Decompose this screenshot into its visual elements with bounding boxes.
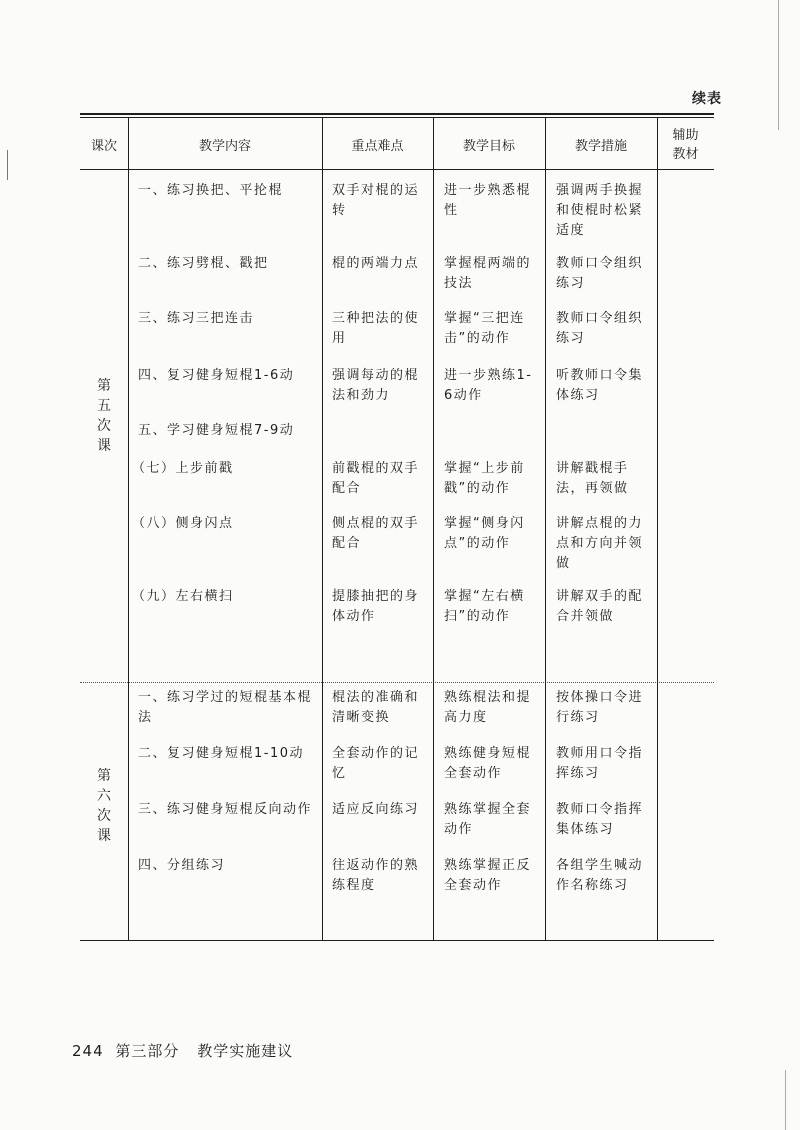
table-top-rule-inner: [80, 117, 714, 118]
continued-label: 续表: [692, 91, 722, 107]
cell-measure: 讲解戳棍手法，再领做: [556, 461, 629, 496]
table-top-rule: [80, 113, 714, 115]
column-divider: [545, 117, 546, 940]
cell-measure: 听教师口令集体练习: [556, 368, 644, 403]
cell-difficulty: 棍法的准确和清晰变换: [332, 690, 420, 725]
header-lesson: 课次: [90, 139, 117, 154]
page-number: 244: [72, 1042, 104, 1060]
footer-section: 第三部分: [115, 1042, 180, 1060]
cell-difficulty: 侧点棍的双手配合: [332, 516, 420, 551]
cell-measure: 讲解点棍的力点和方向并领做: [556, 516, 644, 571]
lesson-label-6: 第 六 次 课: [97, 768, 111, 844]
cell-content: （七）上步前戳: [132, 461, 234, 476]
column-divider: [433, 117, 434, 940]
cell-measure: 教师口令组织练习: [556, 256, 644, 291]
cell-goal: 掌握“侧身闪点”的动作: [444, 516, 525, 551]
cell-goal: 掌握“三把连击”的动作: [444, 311, 525, 346]
cell-measure: 教师口令指挥集体练习: [556, 802, 644, 837]
cell-difficulty: 棍的两端力点: [332, 256, 420, 271]
cell-goal: 熟练健身短棍全套动作: [444, 746, 532, 781]
header-goal: 教学目标: [462, 139, 515, 154]
cell-measure: 教师口令组织练习: [556, 311, 644, 346]
column-divider: [322, 117, 323, 940]
cell-content: （八）侧身闪点: [132, 516, 234, 531]
cell-content: 三、练习健身短棍反向动作: [138, 802, 313, 817]
cell-goal: 熟练棍法和提高力度: [444, 690, 532, 725]
cell-content: 五、学习健身短棍7-9动: [138, 423, 295, 438]
cell-goal: 掌握“上步前戳”的动作: [444, 461, 525, 496]
header-aux-line: 教材: [672, 147, 699, 162]
cell-content: 一、练习学过的短棍基本棍法: [138, 690, 313, 725]
table-bottom-rule: [80, 940, 714, 941]
header-aux-line: 辅助: [672, 128, 699, 143]
header-content: 教学内容: [198, 139, 251, 154]
cell-content: 一、练习换把、平抡棍: [138, 183, 284, 198]
scan-mark: [7, 150, 8, 180]
page-footer: [72, 1040, 293, 1061]
cell-difficulty: 提膝抽把的身体动作: [332, 589, 420, 624]
cell-content: 二、复习健身短棍1-10动: [138, 746, 305, 761]
header-aux: [657, 126, 714, 164]
cell-goal: 掌握棍两端的技法: [444, 256, 532, 291]
column-divider: [128, 117, 129, 940]
cell-measure: 教师用口令指挥练习: [556, 746, 644, 781]
cell-measure: 强调两手换握和使棍时松紧适度: [556, 183, 644, 238]
cell-difficulty: 往返动作的熟练程度: [332, 858, 420, 893]
scan-mark: [785, 1070, 786, 1130]
cell-goal: 进一步熟练1-6动作: [444, 368, 533, 403]
cell-goal: 熟练掌握正反全套动作: [444, 858, 532, 893]
column-divider: [657, 117, 658, 940]
cell-difficulty: 前戳棍的双手配合: [332, 461, 420, 496]
table-header-rule: [80, 169, 714, 170]
cell-measure: 按体操口令进行练习: [556, 690, 644, 725]
cell-content: 三、练习三把连击: [138, 311, 255, 326]
footer-title: 教学实施建议: [197, 1042, 294, 1060]
scan-mark: [778, 0, 779, 130]
cell-goal: 掌握“左右横扫”的动作: [444, 589, 525, 624]
cell-goal: 进一步熟悉棍性: [444, 183, 532, 218]
cell-difficulty: 双手对棍的运转: [332, 183, 420, 218]
header-difficulty: 重点难点: [351, 139, 404, 154]
cell-measure: 讲解双手的配合并领做: [556, 589, 644, 624]
cell-goal: 熟练掌握全套动作: [444, 802, 532, 837]
lesson-label-5: 第 五 次 课: [97, 378, 111, 454]
cell-measure: 各组学生喊动作名称练习: [556, 858, 644, 893]
lesson-divider: [80, 682, 714, 683]
header-measure: 教学措施: [574, 139, 627, 154]
cell-difficulty: 全套动作的记忆: [332, 746, 420, 781]
cell-content: 四、分组练习: [138, 858, 226, 873]
cell-content: 二、练习劈棍、戳把: [138, 256, 269, 271]
cell-difficulty: 强调每动的棍法和劲力: [332, 368, 420, 403]
cell-difficulty: 适应反向练习: [332, 802, 420, 817]
cell-content: 四、复习健身短棍1-6动: [138, 368, 295, 383]
cell-difficulty: 三种把法的使用: [332, 311, 420, 346]
cell-content: （九）左右横扫: [132, 589, 234, 604]
